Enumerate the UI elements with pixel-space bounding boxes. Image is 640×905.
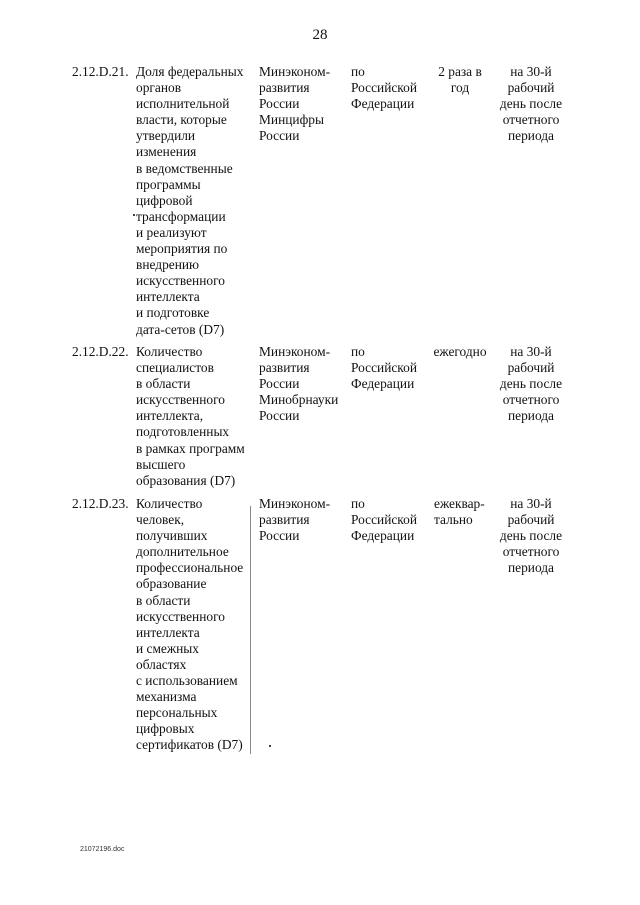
reporting-deadline: на 30-й рабочий день после отчетного периода xyxy=(499,344,563,424)
reporting-deadline: на 30-й рабочий день после отчетного периода xyxy=(499,64,563,144)
column-rule xyxy=(250,506,251,754)
responsible-agency: Минэконом- развития России Минцифры России xyxy=(259,64,331,144)
responsible-agency: Минэконом- развития России xyxy=(259,496,331,544)
reporting-frequency: ежеквар- тально xyxy=(434,496,485,528)
indicator-description: Доля федеральных органов исполнительной власти, которые утвердили изменения в ведомственные программы цифровой трансформации и реализуют мероприятия по внедрению искусственного интеллекта и подготовке дата-сетов (D7) xyxy=(136,64,244,337)
page-number: 28 xyxy=(312,27,328,43)
reporting-frequency: 2 раза в год xyxy=(438,64,482,96)
reporting-frequency: ежегодно xyxy=(433,344,487,359)
indicator-description: Количество человек, получивших дополнительное профессиональное образование в области искусственного интеллекта и смежных областях с использованием механизма персональных цифровых сертификатов (D7) xyxy=(136,496,244,753)
indicator-code: 2.12.D.23. xyxy=(72,496,129,511)
indicator-code: 2.12.D.21. xyxy=(72,64,129,79)
scan-speck xyxy=(133,214,135,216)
indicator-code: 2.12.D.22. xyxy=(72,344,129,359)
territory-level: по Российской Федерации xyxy=(351,64,417,112)
scan-speck xyxy=(269,745,271,747)
territory-level: по Российской Федерации xyxy=(351,344,417,392)
footer-filename: 21072196.doc xyxy=(80,846,125,853)
territory-level: по Российской Федерации xyxy=(351,496,417,544)
reporting-deadline: на 30-й рабочий день после отчетного периода xyxy=(499,496,563,576)
responsible-agency: Минэконом- развития России Минобрнауки России xyxy=(259,344,339,424)
indicator-description: Количество специалистов в области искусственного интеллекта, подготовленных в рамках программ высшего образования (D7) xyxy=(136,344,245,488)
